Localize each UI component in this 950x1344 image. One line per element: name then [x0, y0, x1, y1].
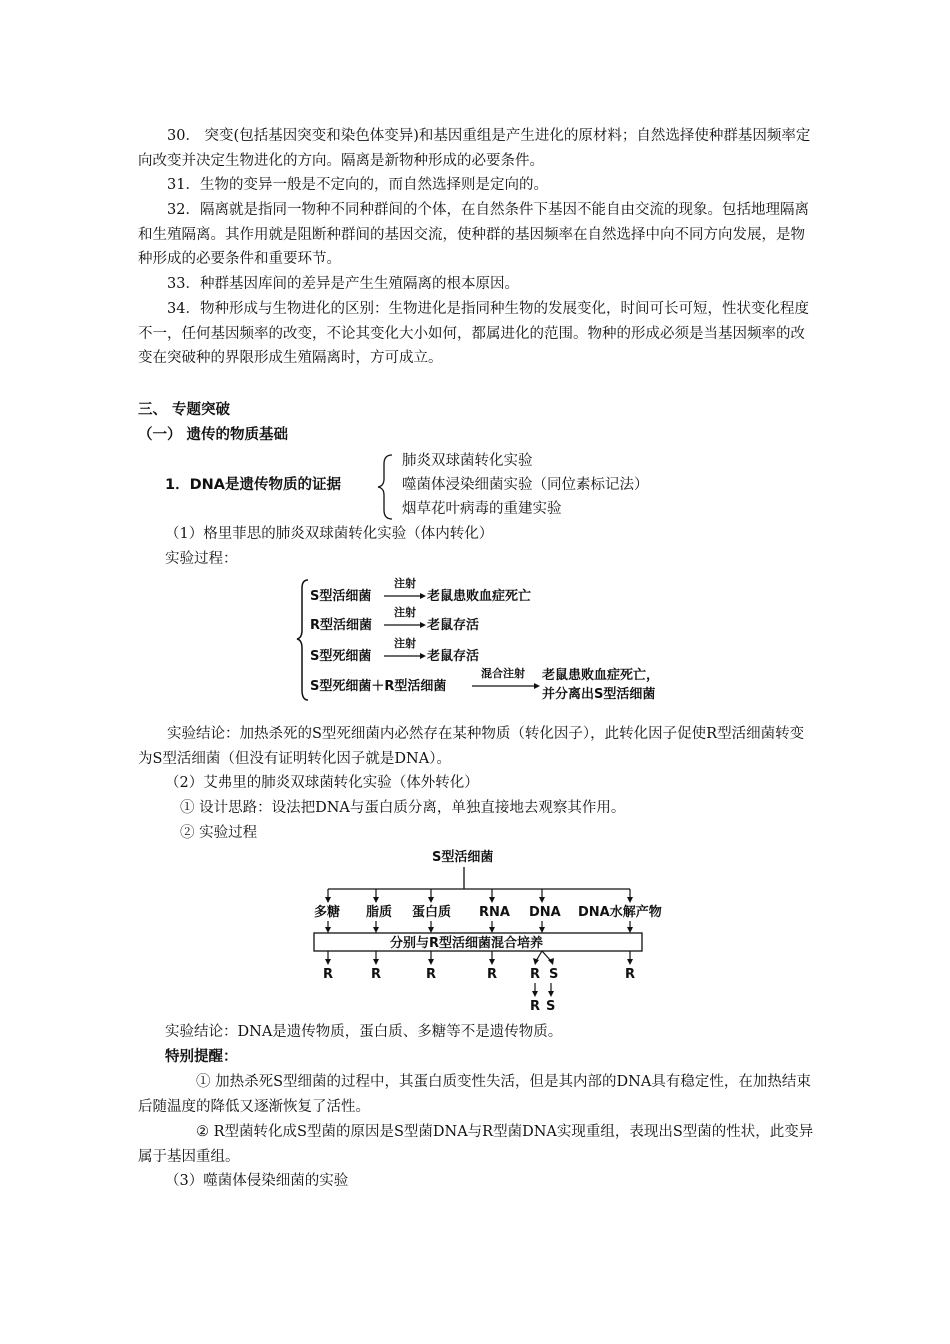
phage-title: （3）噬菌体侵染细菌的实验	[165, 1173, 349, 1189]
paragraph-32: 32．隔离就是指同一物种不同种群间的个体，在自然条件下基因不能自由交流的现象。包括地理隔离和生殖隔离。其作用就是阻断种群间的基因交流，使种群的基因频率在自然选择中向不同方向发展，是物种形成的必要条件和重要环节。	[138, 202, 809, 267]
arrow-down-icon	[489, 927, 495, 933]
row-2-arrow-label: 注射	[394, 606, 416, 619]
arrow-down-icon	[325, 959, 331, 965]
row-2-right: 老鼠存活	[427, 618, 480, 633]
dna-evidence-item-1: 肺炎双球菌转化实验	[402, 453, 533, 469]
arrow-down-icon	[428, 959, 434, 965]
arrow-down-icon	[428, 897, 434, 903]
griffith-title: （1）格里菲思的肺炎双球菌转化实验（体内转化）	[165, 526, 494, 542]
component-4: RNA	[479, 905, 510, 920]
dna-evidence-label: 1．DNA是遗传物质的证据	[165, 477, 341, 493]
result-2: R	[371, 967, 382, 982]
arrow-down-icon	[373, 897, 379, 903]
arrow-down-icon	[539, 897, 545, 903]
griffith-conclusion: 实验结论：加热杀死的S型死细菌内必然存在某种物质（转化因子），此转化因子促使R型活细菌转变为S型活细菌（但没有证明转化因子就是DNA）。	[138, 726, 805, 767]
arrow-right-icon	[534, 683, 540, 689]
arrow-down-icon	[627, 927, 633, 933]
result-6: R	[625, 967, 636, 982]
row-1-left: S型活细菌	[310, 589, 372, 604]
row-2-left: R型活细菌	[310, 618, 373, 633]
griffith-row-2	[310, 605, 479, 633]
arrow-down-icon	[539, 927, 545, 933]
arrow-down-icon	[428, 927, 434, 933]
component-to-box-arrows	[325, 921, 633, 933]
arrow-down-icon	[627, 897, 633, 903]
arrow-down-icon	[325, 897, 331, 903]
paragraph-30: 30． 突变(包括基因突变和染色体变异)和基因重组是产生进化的原材料；自然选择使种群基因频率定向改变并决定生物进化的方向。隔离是新物种形成的必要条件。	[138, 128, 811, 169]
row-3-left: S型死细菌	[310, 649, 372, 664]
section-subheading: （一） 遗传的物质基础	[138, 427, 289, 443]
note-2: ② R型菌转化成S型菌的原因是S型菌DNA与R型菌DNA实现重组，表现出S型菌的性状，此变异属于基因重组。	[138, 1124, 814, 1165]
left-brace-icon	[376, 452, 396, 522]
row-4-right: 老鼠患败血症死亡，	[542, 668, 660, 683]
arrow-right-icon	[420, 593, 426, 599]
row-3-right: 老鼠存活	[427, 649, 480, 664]
avery-title: （2）艾弗里的肺炎双球菌转化实验（体外转化）	[165, 775, 479, 791]
arrow-down-icon	[373, 959, 379, 965]
component-3: 蛋白质	[412, 905, 452, 920]
arrow-down-icon	[627, 959, 633, 965]
avery-idea: ① 设计思路：设法把DNA与蛋白质分离，单独直接地去观察其作用。	[180, 800, 626, 816]
avery-conclusion: 实验结论：DNA是遗传物质，蛋白质、多糖等不是遗传物质。	[165, 1024, 563, 1040]
arrow-down-icon	[548, 991, 554, 997]
second-result-arrows	[532, 983, 554, 997]
component-1: 多糖	[314, 905, 341, 920]
avery-top-label: S型活细菌	[432, 850, 494, 865]
second-result-1: R	[530, 999, 541, 1014]
row-4-left: S型死细菌＋R型活细菌	[310, 679, 447, 694]
arrow-down-icon	[489, 897, 495, 903]
paragraph-34: 34．物种形成与生物进化的区别：生物进化是指同种生物的发展变化，时间可长可短，性状变化程度不一，任何基因频率的改变，不论其变化大小如何，都属进化的范围。物种的形成必须是当基因频率的改变在突破种的界限形成生殖隔离时，方可成立。	[138, 301, 809, 366]
component-5: DNA	[529, 905, 561, 920]
dna-evidence-item-3: 烟草花叶病毒的重建实验	[402, 501, 562, 517]
row-1-right: 老鼠患败血症死亡	[427, 589, 532, 604]
griffith-brace-icon	[297, 580, 308, 700]
culture-box-label: 分别与R型活细菌混合培养	[390, 936, 544, 951]
arrow-right-icon	[420, 622, 426, 628]
avery-process: ② 实验过程	[180, 825, 258, 841]
row-1-arrow-label: 注射	[394, 577, 416, 590]
result-4: R	[487, 967, 498, 982]
avery-diagram	[308, 845, 688, 1015]
component-2: 脂质	[366, 905, 393, 920]
row-4-arrow-label: 混合注射	[481, 667, 525, 680]
second-result-2: S	[546, 999, 556, 1014]
griffith-row-4	[310, 666, 659, 702]
griffith-row-1	[310, 576, 531, 604]
note-1: ① 加热杀死S型细菌的过程中，其蛋白质变性失活，但是其内部的DNA具有稳定性，在加热结束后随温度的降低又逐渐恢复了活性。	[138, 1074, 811, 1115]
notes-heading: 特别提醒：	[165, 1049, 238, 1065]
arrow-down-icon	[373, 927, 379, 933]
component-arrows	[325, 889, 633, 903]
paragraph-31: 31．生物的变异一般是不定向的，而自然选择则是定向的。	[167, 177, 548, 193]
row-4-right-2: 并分离出S型活细菌	[542, 687, 656, 702]
griffith-row-3	[310, 636, 479, 664]
arrow-down-icon	[532, 991, 538, 997]
arrow-down-icon	[489, 959, 495, 965]
dna-evidence-item-2: 噬菌体浸染细菌实验（同位素标记法）	[402, 477, 649, 493]
row-3-arrow-label: 注射	[394, 637, 416, 650]
result-1: R	[323, 967, 334, 982]
result-3: R	[426, 967, 437, 982]
result-5: R S	[530, 967, 559, 982]
result-arrows	[325, 951, 633, 965]
arrow-down-icon	[325, 927, 331, 933]
arrow-down-icon	[533, 958, 539, 965]
griffith-diagram	[296, 574, 696, 708]
griffith-process-label: 实验过程：	[165, 551, 238, 567]
section-heading: 三、 专题突破	[138, 402, 231, 418]
paragraph-33: 33．种群基因库间的差异是产生生殖隔离的根本原因。	[167, 276, 519, 292]
arrow-right-icon	[420, 653, 426, 659]
component-6: DNA水解产物	[578, 905, 662, 920]
